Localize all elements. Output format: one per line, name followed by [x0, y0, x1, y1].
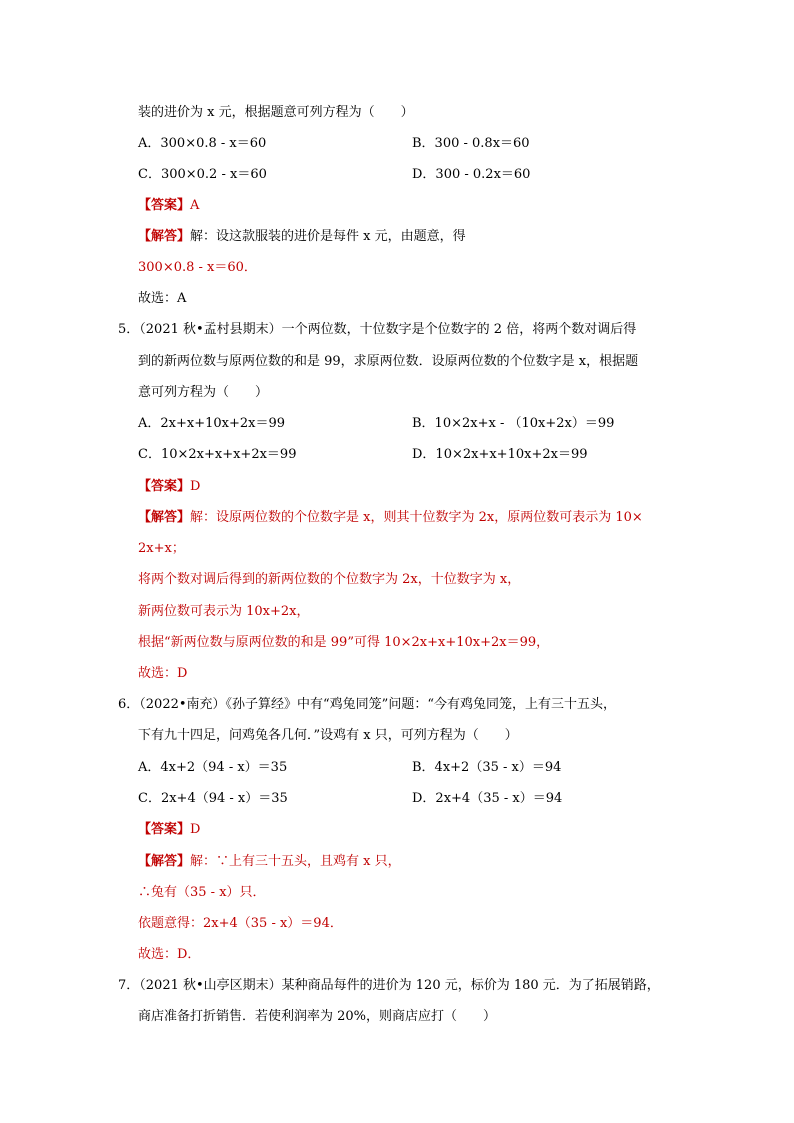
q5-option-a: A．2x+x+10x+2x＝99: [138, 416, 286, 431]
explain-text: 解：∵上有三十五头，且鸡有 x 只，: [190, 854, 401, 869]
q6-explain: [138, 853, 401, 871]
explain-text: 解：设原两位数的个位数字是 x，则其十位数字为 2x，原两位数可表示为 10×: [190, 510, 643, 525]
q6-explain-line3: 依题意得：2x+4（35 - x）＝94．: [138, 916, 343, 931]
q5-explain-line3: 将两个数对调后得到的新两位数的个位数字为 2x，十位数字为 x，: [138, 572, 521, 587]
q6-option-b: B．4x+2（35 - x）＝94: [412, 760, 562, 775]
q6-stem-line2: 下有九十四足，问鸡兔各几何．”设鸡有 x 只，可列方程为（ ）: [138, 728, 518, 743]
explain-text: 解：设这款服装的进价是每件 x 元，由题意，得: [190, 229, 466, 244]
q4-answer: [138, 197, 199, 215]
q7-stem-line2: 商店准备打折销售．若使利润率为 20%，则商店应打（ ）: [138, 1009, 497, 1024]
q5-option-c: C．10×2x+x+x+2x＝99: [138, 447, 297, 462]
q4-stem-tail: 装的进价为 x 元，根据题意可列方程为（ ）: [138, 105, 414, 120]
explain-tag: 【解答】: [138, 229, 191, 244]
q4-choose: 故选：A: [138, 291, 187, 306]
explain-tag: 【解答】: [138, 854, 191, 869]
answer-value: D: [190, 479, 201, 494]
q5-stem-line3: 意可列方程为（ ）: [138, 385, 269, 400]
q6-choose: 故选：D．: [138, 947, 201, 962]
q6-answer: [138, 821, 200, 839]
q5-explain: [138, 509, 643, 527]
q6-option-a: A．4x+2（94 - x）＝35: [138, 760, 288, 775]
q5-stem-line2: 到的新两位数与原两位数的和是 99，求原两位数．设原两位数的个位数字是 x，根据题: [138, 354, 639, 369]
answer-value: A: [190, 198, 200, 213]
q5-stem-line1: 5．（2021 秋•孟村县期末）一个两位数，十位数字是个位数字的 2 倍，将两个数对调后得: [118, 322, 637, 337]
q4-option-c: C．300×0.2 - x＝60: [138, 167, 267, 182]
q7-stem-line1: 7．（2021 秋•山亭区期末）某种商品每件的进价为 120 元，标价为 180 元．为了拓展销路，: [118, 978, 660, 993]
q5-option-d: D．10×2x+x+10x+2x＝99: [412, 447, 588, 462]
answer-tag: 【答案】: [138, 198, 191, 213]
q5-answer: [138, 478, 200, 496]
answer-value: D: [190, 822, 201, 837]
q5-explain-line4: 新两位数可表示为 10x+2x，: [138, 604, 310, 619]
q6-stem-line1: 6．（2022•南充）《孙子算经》中有“鸡兔同笼”问题：“今有鸡兔同笼，上有三十五头，: [118, 697, 616, 712]
q4-explain: [138, 228, 466, 246]
q5-choose: 故选：D: [138, 666, 188, 681]
q4-option-a: A．300×0.8 - x＝60: [138, 136, 267, 151]
q4-explain-line2: 300×0.8 - x＝60．: [138, 260, 257, 275]
q5-explain-line2: 2x+x；: [138, 541, 185, 556]
q4-option-d: D．300 - 0.2x＝60: [412, 167, 531, 182]
answer-tag: 【答案】: [138, 822, 191, 837]
q4-option-b: B．300 - 0.8x＝60: [412, 136, 530, 151]
q5-explain-line5: 根据“新两位数与原两位数的和是 99”可得 10×2x+x+10x+2x＝99，: [138, 635, 550, 650]
q6-explain-line2: ∴兔有（35 - x）只．: [138, 885, 266, 900]
q6-option-c: C．2x+4（94 - x）＝35: [138, 791, 288, 806]
answer-tag: 【答案】: [138, 479, 191, 494]
q6-option-d: D．2x+4（35 - x）＝94: [412, 791, 563, 806]
explain-tag: 【解答】: [138, 510, 191, 525]
q5-option-b: B．10×2x+x - （10x+2x）＝99: [412, 416, 615, 431]
